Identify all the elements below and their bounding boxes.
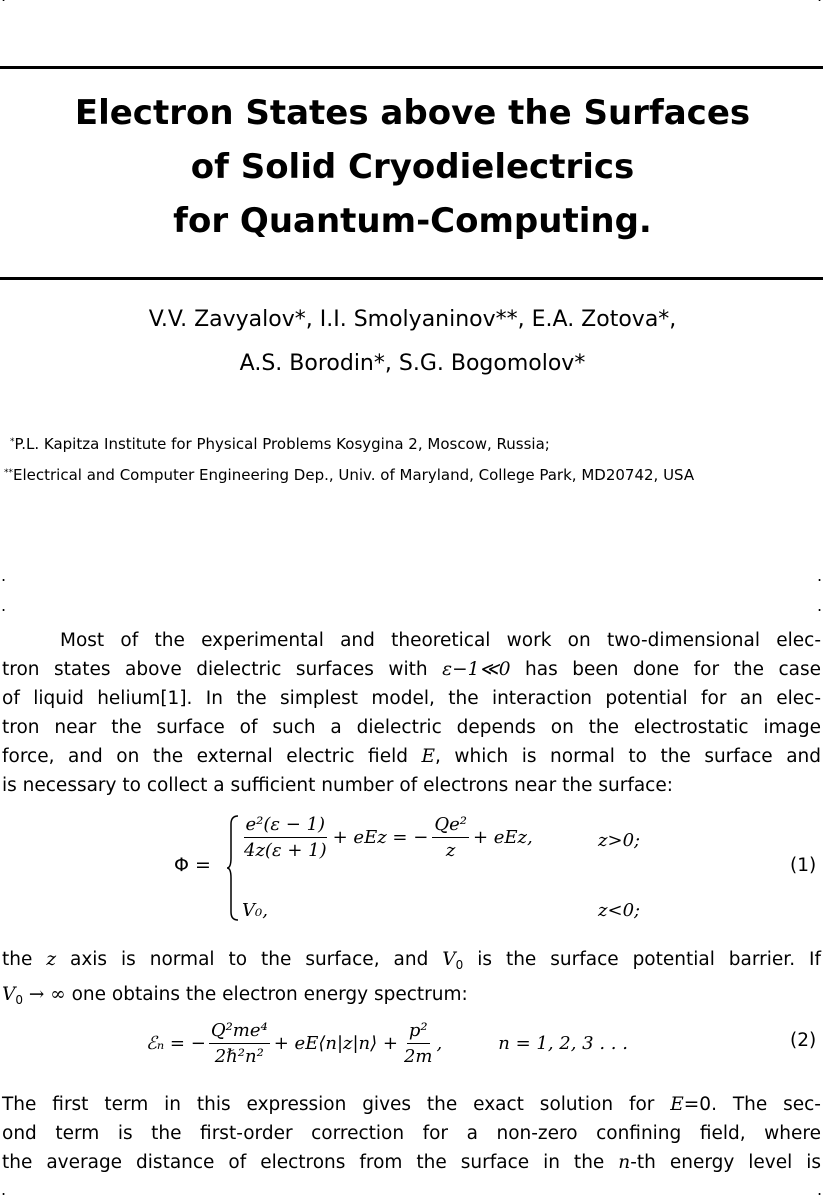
text-run: the: [2, 949, 47, 970]
eq1-case2: V₀,: [242, 900, 268, 921]
text-line: [2, 655, 821, 684]
text-line: is necessary to collect a sufficient number of electrons near the surface:: [2, 775, 673, 796]
numerator: Qe²: [432, 814, 469, 838]
text-line: Most of the experimental and theoretical work on two-dimensional elec-: [60, 630, 821, 651]
body-paragraph: [2, 945, 821, 1015]
math-inline: n: [618, 1152, 631, 1173]
affiliation-text: Electrical and Computer Engineering Dep., Univ. of Maryland, College Park, MD20742, USA: [13, 466, 695, 484]
affiliation: [0, 459, 825, 490]
fraction: [402, 1020, 435, 1067]
subscript: 0: [455, 958, 464, 972]
margin-dot: [817, 0, 822, 4]
math-inline: V: [2, 984, 16, 1005]
text-line: [2, 742, 821, 771]
numerator: p²: [407, 1020, 430, 1044]
text-run: force, and on the external electric field: [2, 746, 422, 767]
author-line: V.V. Zavyalov*, I.I. Smolyaninov**, E.A. Zotova*,: [148, 307, 677, 332]
text-line: [2, 980, 821, 1015]
text-run: axis is normal to the surface, and: [56, 949, 443, 970]
numerator: Q²me⁴: [209, 1020, 270, 1044]
text-run: , which is normal to the surface and: [435, 746, 821, 767]
text-line: [2, 945, 821, 980]
text-run: tron states above dielectric surfaces with: [2, 659, 443, 680]
text-line: ond term is the first-order correction for a non-zero confining field, where: [2, 1123, 821, 1144]
margin-dot: .: [817, 596, 823, 615]
paper-title: [0, 86, 825, 248]
author-list: [0, 298, 825, 386]
title-line: for Quantum-Computing.: [173, 201, 652, 241]
text-run: The first term in this expression gives the exact solution for: [2, 1094, 671, 1115]
equation-number: (1): [790, 855, 817, 876]
bottom-rule: [0, 277, 823, 280]
affiliations: [0, 428, 825, 490]
math-inline: E: [421, 746, 435, 767]
eq-term: + eE⟨n|z|n⟩ +: [273, 1032, 398, 1054]
margin-dot: .: [817, 566, 823, 585]
eq1-condition: z<0;: [598, 900, 641, 921]
affiliation-mark: **: [4, 468, 13, 478]
eq2-lhs: ℰₙ = −: [146, 1032, 206, 1054]
margin-dot: .: [1, 1180, 7, 1199]
title-line: of Solid Cryodielectrics: [190, 147, 635, 187]
eq1-lhs: Φ =: [174, 854, 211, 876]
denominator: 2ℏ²n²: [214, 1045, 264, 1067]
eq1-condition: z>0;: [598, 830, 641, 851]
math-inline: ε−1≪0: [442, 659, 511, 680]
eq-term: ,: [436, 1032, 443, 1054]
body-paragraph: [2, 626, 821, 800]
text-run: one obtains the electron energy spectrum:: [65, 984, 468, 1005]
eq-term: + eEz,: [472, 827, 533, 848]
margin-dot: .: [1, 596, 7, 615]
curly-brace: [226, 814, 240, 922]
denominator: 4z(ε + 1): [244, 840, 327, 861]
math-inline: V: [442, 949, 456, 970]
text-run: -th energy level is: [630, 1152, 822, 1173]
affiliation: [0, 428, 825, 459]
margin-dot: [1, 0, 6, 4]
math-inline: → ∞: [23, 984, 66, 1005]
text-run: is the surface potential barrier. If: [463, 949, 821, 970]
text-line: [2, 1090, 821, 1119]
equation-1: [174, 812, 654, 924]
denominator: z: [445, 840, 456, 861]
fraction: [242, 814, 329, 861]
equation-2: [146, 1012, 628, 1074]
top-rule: [0, 66, 823, 69]
text-run: =0. The sec-: [683, 1094, 821, 1115]
margin-dot: .: [817, 1180, 823, 1199]
title-line: Electron States above the Surfaces: [74, 93, 751, 133]
body-paragraph: [2, 1090, 821, 1177]
fraction: [432, 814, 469, 861]
eq-term: + eEz = −: [332, 827, 429, 848]
affiliation-mark: *: [10, 437, 15, 447]
text-line: of liquid helium[1]. In the simplest model, the interaction potential for an elec-: [2, 688, 821, 709]
eq2-condition: n = 1, 2, 3 . . .: [498, 1032, 628, 1054]
text-line: tron near the surface of such a dielectric depends on the electrostatic image: [2, 717, 821, 738]
eq1-case1: [242, 814, 533, 861]
subscript: 0: [15, 993, 24, 1007]
denominator: 2m: [403, 1045, 433, 1067]
affiliation-text: P.L. Kapitza Institute for Physical Problems Kosygina 2, Moscow, Russia;: [14, 435, 550, 453]
math-inline: z: [46, 949, 57, 970]
numerator: e²(ε − 1): [244, 814, 328, 838]
text-line: [2, 1148, 821, 1177]
math-inline: E: [670, 1094, 684, 1115]
fraction: [209, 1020, 270, 1067]
equation-number: (2): [790, 1030, 817, 1051]
author-line: A.S. Borodin*, S.G. Bogomolov*: [239, 351, 586, 376]
margin-dot: .: [1, 566, 7, 585]
text-run: the average distance of electrons from the surface in the: [2, 1152, 619, 1173]
text-run: has been done for the case: [510, 659, 821, 680]
